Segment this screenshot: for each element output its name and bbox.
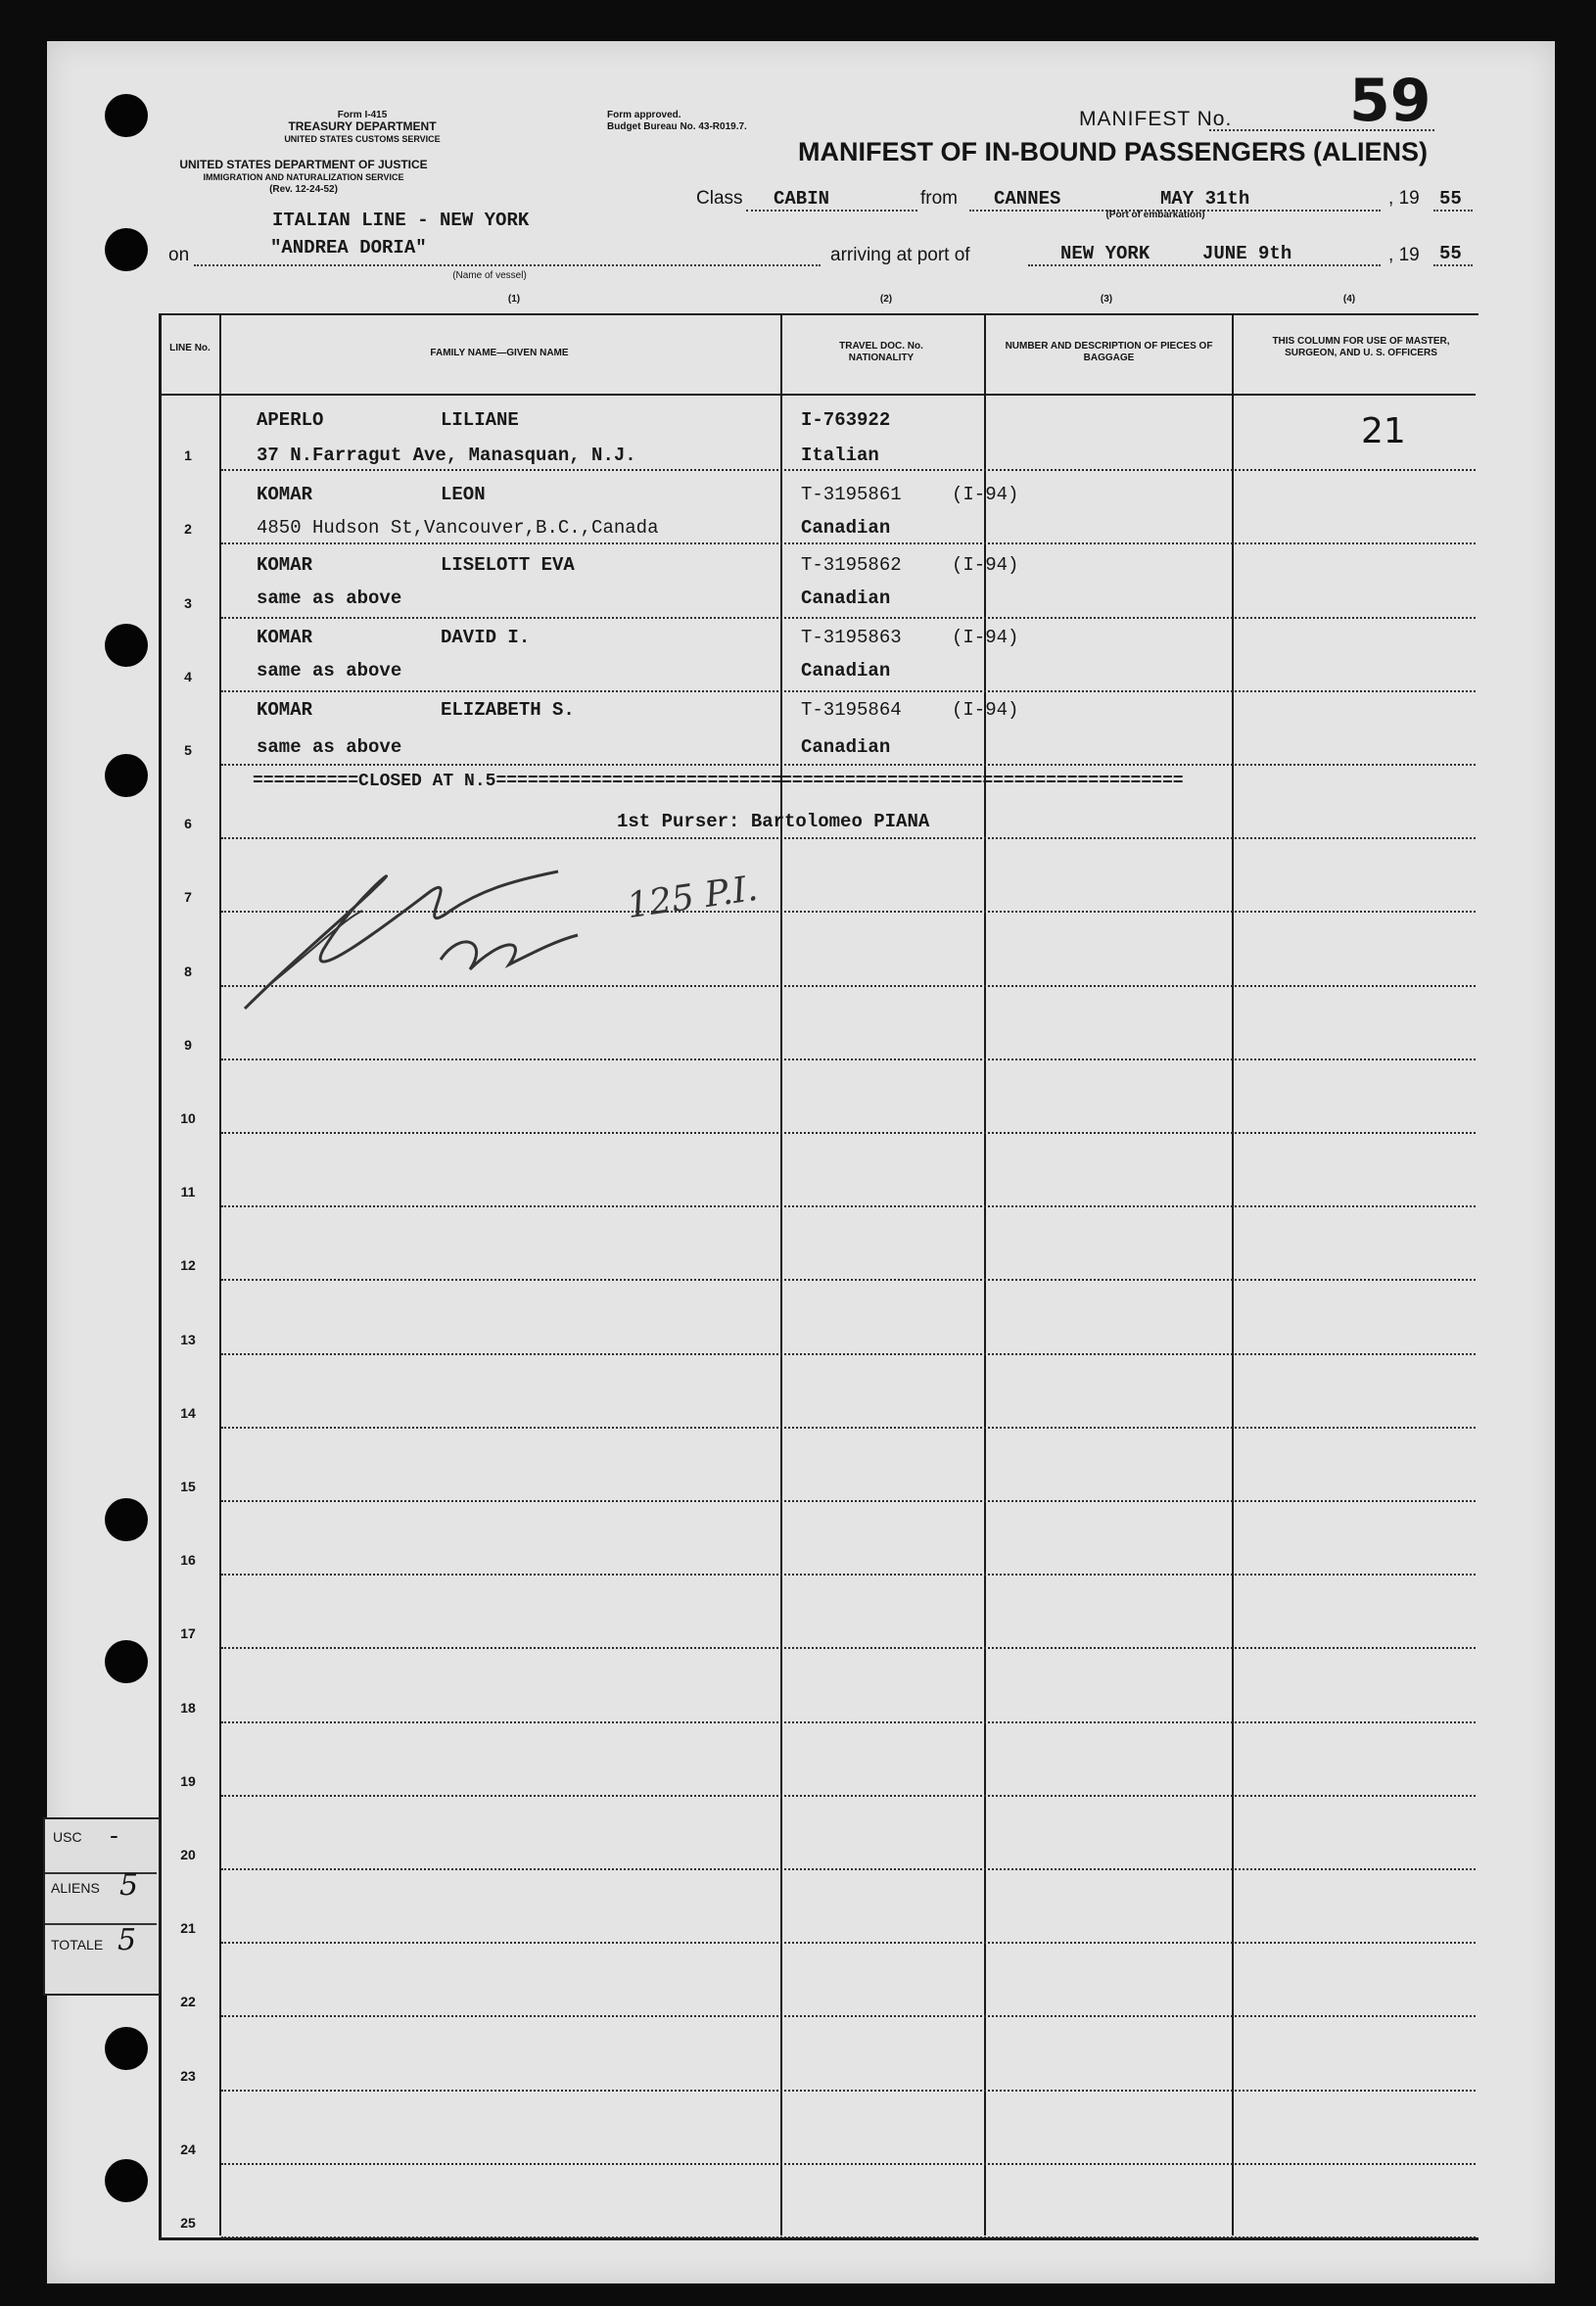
- row-rule: [221, 1721, 1476, 1723]
- passenger-1-given: LILIANE: [441, 409, 519, 431]
- row-rule: [221, 1353, 1476, 1355]
- line-number: 23: [180, 2067, 196, 2084]
- manifest-number-label: MANIFEST No.: [1079, 108, 1233, 130]
- line-number: 9: [184, 1036, 192, 1053]
- line-number: 20: [180, 1847, 196, 1862]
- immigration-service: IMMIGRATION AND NATURALIZATION SERVICE: [203, 172, 404, 182]
- form-number: Form I-415: [337, 110, 388, 120]
- line-number: 17: [180, 1625, 196, 1642]
- passenger-1-nationality: Italian: [801, 445, 879, 466]
- line-number: 5: [184, 742, 192, 758]
- column-divider-travel: [780, 315, 782, 2235]
- arrival-year: 55: [1439, 243, 1462, 264]
- year-prefix: , 19: [1388, 188, 1420, 209]
- row-rule: [221, 1868, 1476, 1870]
- line-number: 14: [180, 1404, 196, 1421]
- arrival-port: NEW YORK: [1060, 243, 1150, 264]
- tally-usc-label: USC: [53, 1829, 82, 1845]
- column-4-number: (4): [1342, 294, 1356, 305]
- line-number: 10: [180, 1110, 196, 1126]
- handwritten-note: 125 P.I.: [624, 868, 761, 927]
- class-label: Class: [696, 188, 743, 209]
- tally-divider: [45, 1872, 157, 1874]
- passenger-4-doc: T-3195863: [801, 627, 902, 648]
- tally-total-label: TOTALE: [51, 1937, 104, 1953]
- officer-mark: 21: [1361, 411, 1406, 451]
- column-1-number: (1): [507, 294, 521, 305]
- manifest-title: MANIFEST OF IN-BOUND PASSENGERS (ALIENS): [798, 137, 1429, 166]
- passenger-1-doc: I-763922: [801, 409, 891, 431]
- line-number: 3: [184, 594, 192, 611]
- line-number: 2: [184, 521, 192, 538]
- closed-line: ==========CLOSED AT N.5=================================================================: [253, 772, 1184, 791]
- passenger-3-nationality: Canadian: [801, 588, 891, 609]
- treasury-department: TREASURY DEPARTMENT: [288, 119, 437, 133]
- customs-service: UNITED STATES CUSTOMS SERVICE: [284, 134, 441, 144]
- row-rule: [221, 1647, 1476, 1649]
- row-rule: [221, 837, 1476, 839]
- passenger-3-form: (I-94): [952, 554, 1019, 576]
- passenger-4-given: DAVID I.: [441, 627, 531, 648]
- row-rule: [221, 2015, 1476, 2017]
- form-approved: Form approved.: [607, 110, 681, 120]
- passenger-4-address: same as above: [257, 660, 402, 682]
- punch-hole: [105, 1640, 148, 1683]
- passenger-4-nationality: Canadian: [801, 660, 891, 682]
- punch-hole: [105, 1498, 148, 1541]
- row-rule: [221, 1795, 1476, 1797]
- passenger-3-family: KOMAR: [257, 554, 313, 576]
- punch-hole: [105, 2159, 148, 2202]
- form-revision: (Rev. 12-24-52): [269, 184, 338, 195]
- line-number: 1: [184, 447, 192, 464]
- punch-hole: [105, 754, 148, 797]
- passenger-3-given: LISELOTT EVA: [441, 554, 575, 576]
- row-rule: [221, 690, 1476, 692]
- row-rule: [221, 1132, 1476, 1134]
- on-label: on: [168, 245, 190, 265]
- embarkation-year: 55: [1439, 188, 1462, 210]
- row-rule: [221, 1205, 1476, 1207]
- column-divider-officers: [1232, 315, 1234, 2235]
- shipping-line: ITALIAN LINE - NEW YORK: [272, 210, 530, 231]
- column-header-baggage: NUMBER AND DESCRIPTION OF PIECES OF BAGGAGE: [1005, 341, 1213, 363]
- row-rule: [221, 469, 1476, 471]
- passenger-2-family: KOMAR: [257, 484, 313, 505]
- vessel-name: "ANDREA DORIA": [270, 237, 427, 259]
- column-header-name: FAMILY NAME—GIVEN NAME: [430, 348, 569, 358]
- line-number: 12: [180, 1257, 196, 1274]
- row-rule: [221, 2236, 1476, 2238]
- line-number: 4: [184, 668, 192, 684]
- punch-hole: [105, 94, 148, 137]
- row-rule: [221, 1427, 1476, 1429]
- line-number: 11: [180, 1184, 196, 1200]
- port-embarkation-caption: (Port of embarkation): [1105, 210, 1205, 220]
- punch-hole: [105, 228, 148, 271]
- passenger-3-doc: T-3195862: [801, 554, 902, 576]
- vessel-line: [194, 264, 821, 266]
- passenger-2-given: LEON: [441, 484, 486, 505]
- line-number: 19: [180, 1772, 196, 1789]
- embarkation-date: MAY 31th: [1160, 188, 1250, 210]
- header-bottom-rule: [161, 394, 1476, 396]
- tally-usc-value: -: [110, 1821, 118, 1851]
- tally-total-value: 5: [117, 1923, 137, 1957]
- row-rule: [221, 1942, 1476, 1944]
- row-rule: [221, 542, 1476, 544]
- arrival-line: [1028, 264, 1381, 266]
- passenger-2-doc: T-3195861: [801, 484, 902, 505]
- column-header-officers: THIS COLUMN FOR USE OF MASTER, SURGEON, AND U. S. OFFICERS: [1272, 336, 1450, 358]
- year-line: [1433, 210, 1473, 212]
- row-rule: [221, 1574, 1476, 1576]
- passenger-1-address: 37 N.Farragut Ave, Manasquan, N.J.: [257, 445, 636, 466]
- vessel-caption: (Name of vessel): [452, 270, 527, 281]
- passenger-2-form: (I-94): [952, 484, 1019, 505]
- row-rule: [221, 2163, 1476, 2165]
- from-label: from: [920, 188, 958, 209]
- passenger-1-family: APERLO: [257, 409, 324, 431]
- punch-hole: [105, 624, 148, 667]
- passenger-5-nationality: Canadian: [801, 736, 891, 758]
- row-rule: [221, 764, 1476, 766]
- passenger-2-address: 4850 Hudson St,Vancouver,B.C.,Canada: [257, 517, 659, 539]
- line-number: 6: [184, 816, 192, 832]
- arrival-date: JUNE 9th: [1202, 243, 1292, 264]
- line-number: 21: [180, 1920, 196, 1937]
- arrival-year-line: [1433, 264, 1473, 266]
- passenger-5-family: KOMAR: [257, 699, 313, 721]
- line-number: 8: [184, 963, 192, 979]
- line-number: 16: [180, 1552, 196, 1569]
- tally-divider: [45, 1923, 157, 1925]
- class-line: [746, 210, 917, 212]
- line-number: 13: [180, 1331, 196, 1347]
- line-number: 18: [180, 1699, 196, 1716]
- passenger-5-doc: T-3195864: [801, 699, 902, 721]
- line-number: 24: [180, 2141, 196, 2157]
- embarkation-port: CANNES: [994, 188, 1061, 210]
- row-rule: [221, 1059, 1476, 1060]
- column-2-number: (2): [879, 294, 893, 305]
- passenger-2-nationality: Canadian: [801, 517, 891, 539]
- passenger-5-form: (I-94): [952, 699, 1019, 721]
- passenger-4-form: (I-94): [952, 627, 1019, 648]
- purser: 1st Purser: Bartolomeo PIANA: [617, 811, 930, 832]
- budget-bureau: Budget Bureau No. 43-R019.7.: [607, 121, 747, 132]
- column-header-travel-doc: TRAVEL DOC. No. NATIONALITY: [839, 341, 923, 363]
- line-number: 7: [184, 889, 192, 906]
- column-divider-line: [219, 315, 221, 2235]
- column-divider-baggage: [984, 315, 986, 2235]
- punch-hole: [105, 2027, 148, 2070]
- tally-aliens-label: ALIENS: [51, 1880, 100, 1896]
- department-of-justice: UNITED STATES DEPARTMENT OF JUSTICE: [179, 158, 428, 171]
- row-rule: [221, 1500, 1476, 1502]
- row-rule: [221, 2090, 1476, 2092]
- passenger-3-address: same as above: [257, 588, 402, 609]
- column-3-number: (3): [1100, 294, 1113, 305]
- line-number: 22: [180, 1994, 196, 2010]
- tally-aliens-value: 5: [119, 1868, 139, 1903]
- column-header-line: LINE No.: [169, 343, 211, 353]
- row-rule: [221, 617, 1476, 619]
- line-number: 15: [180, 1479, 196, 1494]
- row-rule: [221, 1279, 1476, 1281]
- passenger-5-address: same as above: [257, 736, 402, 758]
- passenger-4-family: KOMAR: [257, 627, 313, 648]
- passenger-5-given: ELIZABETH S.: [441, 699, 575, 721]
- arrival-year-prefix: , 19: [1388, 245, 1420, 265]
- class-value: CABIN: [774, 188, 830, 210]
- line-number: 25: [180, 2215, 196, 2231]
- arriving-label: arriving at port of: [830, 245, 970, 265]
- manifest-number: 59: [1349, 67, 1432, 135]
